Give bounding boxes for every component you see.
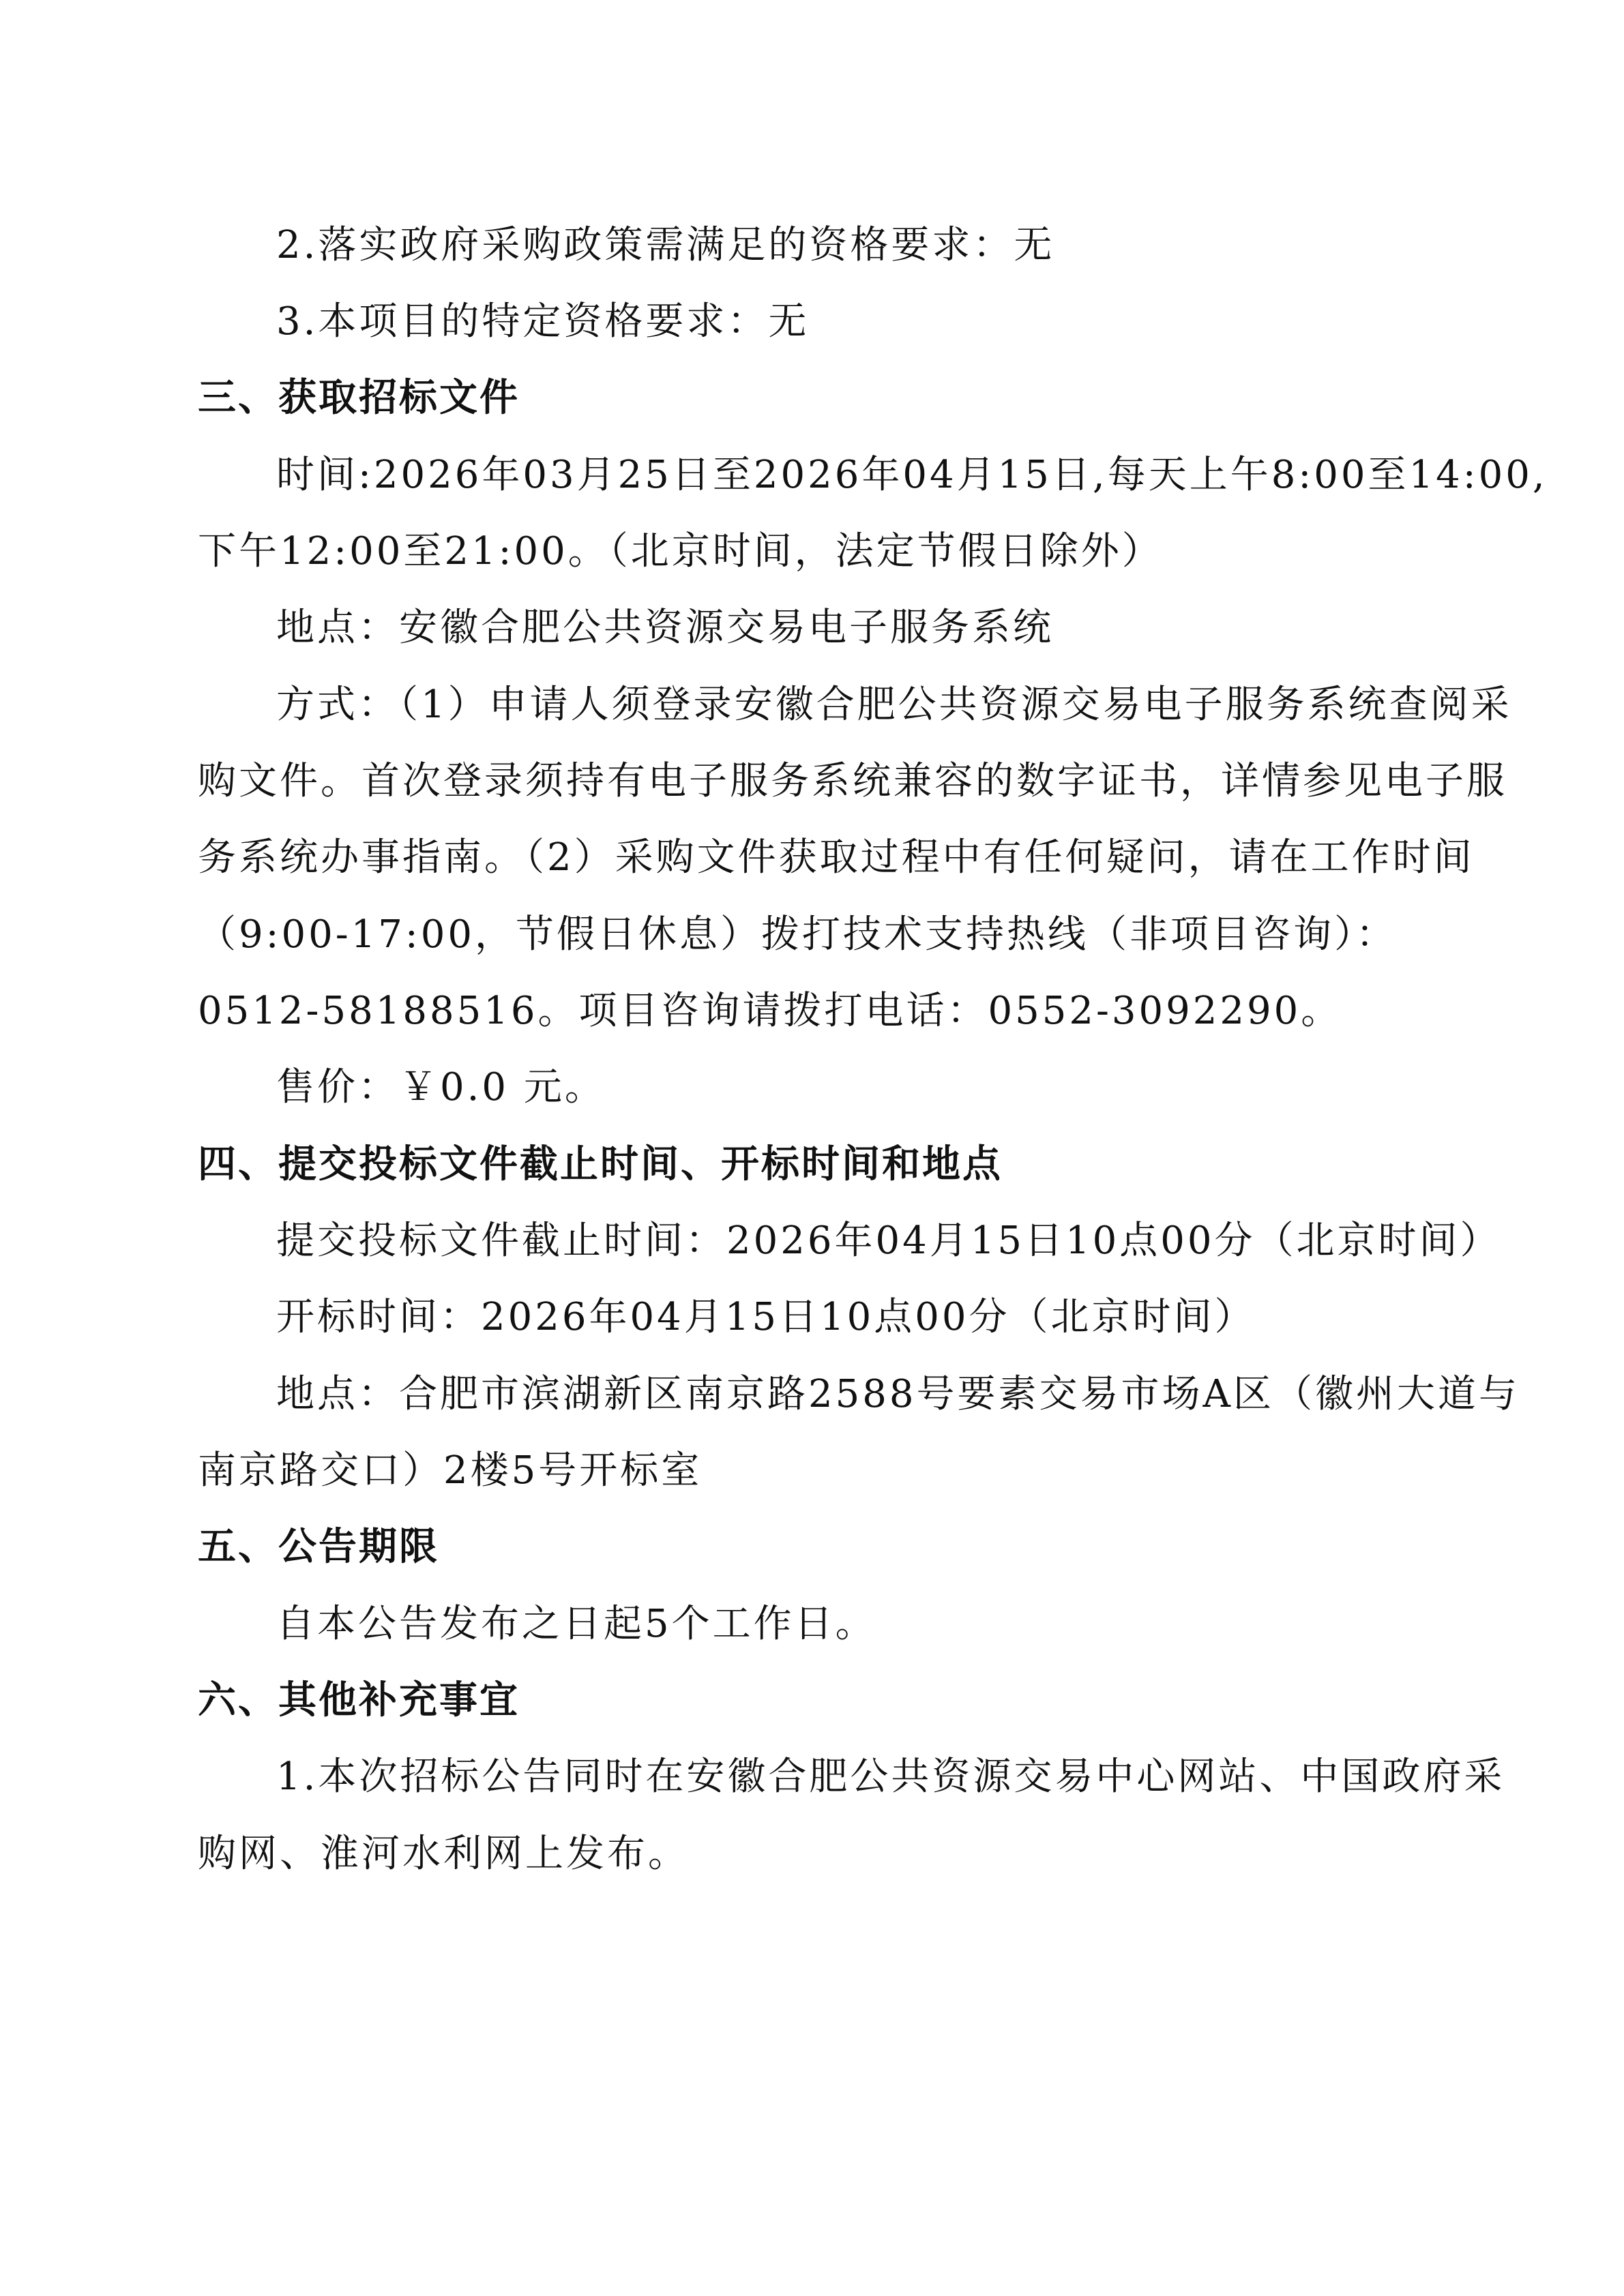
section-4-location-line-2: 南京路交口）2楼5号开标室 <box>198 1448 703 1493</box>
section-5-heading: 五、公告期限 <box>198 1525 439 1569</box>
section-6-heading: 六、其他补充事宜 <box>198 1678 520 1723</box>
section-6-item-1-line-1: 1.本次招标公告同时在安徽合肥公共资源交易中心网站、中国政府采 <box>276 1755 1505 1799</box>
section-3-method-line-2: 购文件。首次登录须持有电子服务系统兼容的数字证书，详情参见电子服 <box>198 759 1507 803</box>
section-3-method-line-3: 务系统办事指南。（2）采购文件获取过程中有任何疑问，请在工作时间 <box>198 835 1475 880</box>
section-4-location-line-1: 地点：合肥市滨湖新区南京路2588号要素交易市场A区（徽州大道与 <box>276 1372 1520 1416</box>
qualification-item-2: 2.落实政府采购政策需满足的资格要求：无 <box>276 223 1055 267</box>
section-3-method-line-1: 方式：（1）申请人须登录安徽合肥公共资源交易电子服务系统查阅采 <box>276 683 1512 727</box>
section-4-opening: 开标时间：2026年04月15日10点00分（北京时间） <box>276 1295 1256 1339</box>
section-3-time-line-1: 时间:2026年03月25日至2026年04月15日,每天上午8:00至14:00, <box>276 453 1548 497</box>
section-3-method-line-4: （9:00-17:00，节假日休息）拨打技术支持热线（非项目咨询）： <box>198 912 1398 957</box>
section-4-deadline: 提交投标文件截止时间：2026年04月15日10点00分（北京时间） <box>276 1219 1501 1263</box>
section-3-time-line-2: 下午12:00至21:00。（北京时间，法定节假日除外） <box>198 529 1163 573</box>
section-3-location: 地点：安徽合肥公共资源交易电子服务系统 <box>276 606 1054 650</box>
section-3-method-line-5: 0512-58188516。项目咨询请拨打电话：0552-3092290。 <box>198 989 1342 1033</box>
section-5-text: 自本公告发布之日起5个工作日。 <box>276 1602 876 1646</box>
section-4-heading: 四、提交投标文件截止时间、开标时间和地点 <box>198 1142 1003 1187</box>
section-3-price: 售价：￥0.0 元。 <box>276 1065 606 1109</box>
section-3-heading: 三、获取招标文件 <box>198 376 520 420</box>
qualification-item-3: 3.本项目的特定资格要求：无 <box>276 299 810 344</box>
section-6-item-1-line-2: 购网、淮河水利网上发布。 <box>198 1832 689 1876</box>
